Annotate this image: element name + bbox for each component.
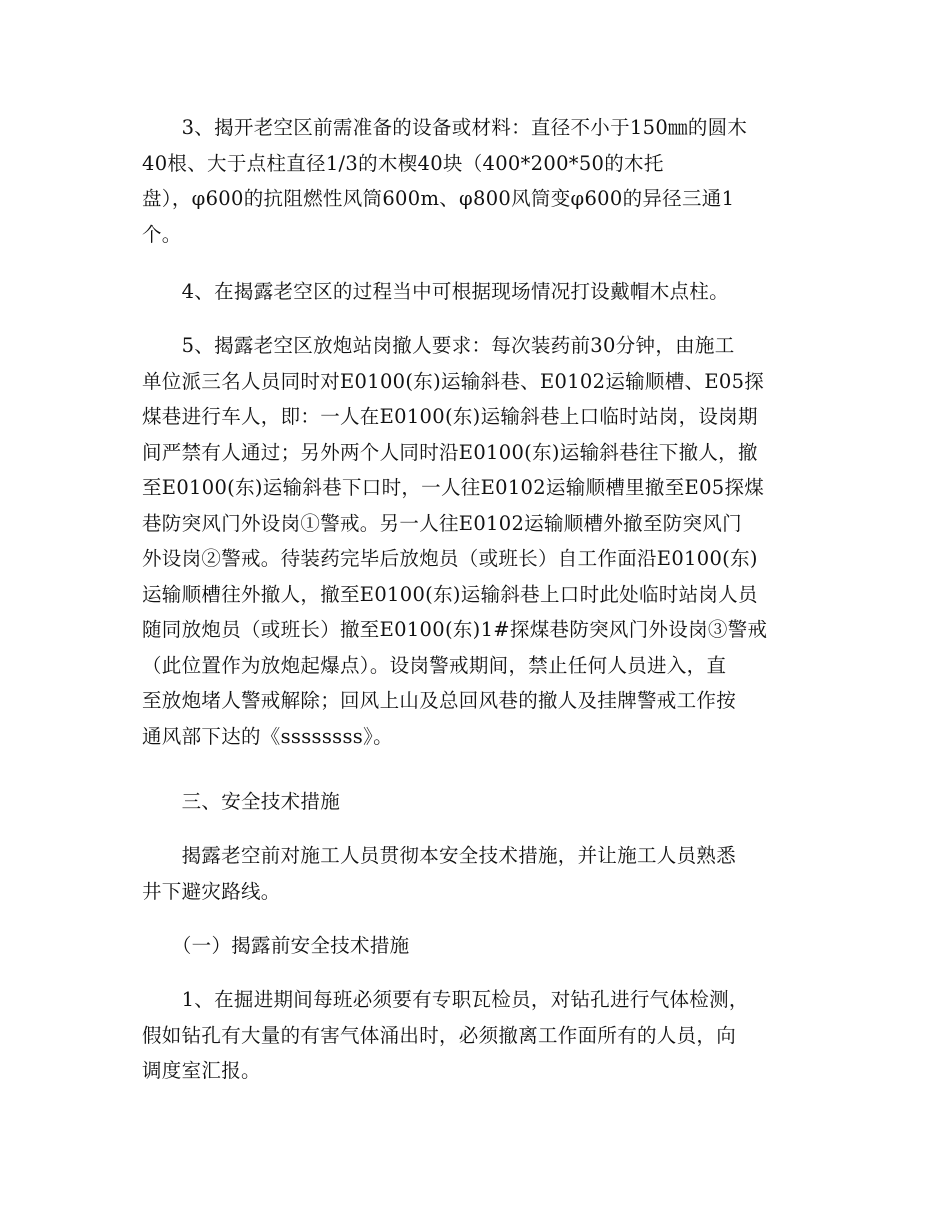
paragraph-gas-inspection	[142, 982, 814, 1089]
text-line: 至放炮堵人警戒解除；回风上山及总回风巷的撤人及挂牌警戒工作按	[142, 689, 737, 712]
text-line: 通风部下达的《ssssssss》。	[142, 724, 393, 748]
text-line: （一）揭露前安全技术措施	[142, 934, 410, 957]
text-line: 井下避灾路线。	[142, 879, 281, 903]
paragraph-equipment-materials	[142, 110, 814, 252]
text-line: 至E0100(东)运输斜巷下口时，一人往E0102运输顺槽里撤至E05探煤	[142, 476, 765, 499]
text-line: 1、在掘进期间每班必须要有专职瓦检员，对钻孔进行气体检测，	[142, 988, 749, 1011]
text-line: 随同放炮员（或班长）撤至E0100(东)1#探煤巷防突风门外设岗③警戒	[142, 618, 768, 641]
paragraph-safety-intro	[142, 838, 814, 909]
section-heading-safety-measures	[142, 784, 814, 820]
text-line: 盘），φ600的抗阻燃性风筒600m、φ800风筒变φ600的异径三通1	[142, 187, 735, 210]
text-line: 间严禁有人通过；另外两个人同时沿E0100(东)运输斜巷往下撤人，撤	[142, 440, 758, 464]
text-line: 巷防突风门外设岗①警戒。另一人往E0102运输顺槽外撤至防突风门	[142, 511, 742, 535]
text-line: 运输顺槽往外撤人，撤至E0100(东)运输斜巷上口时此处临时站岗人员	[142, 582, 758, 606]
text-line: 三、安全技术措施	[142, 790, 341, 813]
text-line: 单位派三名人员同时对E0100(东)运输斜巷、E0102运输顺槽、E05探	[142, 369, 765, 393]
text-line: 外设岗②警戒。待装药完毕后放炮员（或班长）自工作面沿E0100(东)	[142, 547, 758, 570]
text-line: 3、揭开老空区前需准备的设备或材料：直径不小于150㎜的圆木	[142, 116, 748, 139]
subsection-heading-pre-exposure	[142, 928, 814, 964]
text-line: 个。	[142, 222, 182, 246]
text-line: 4、在揭露老空区的过程当中可根据现场情况打设戴帽木点柱。	[142, 280, 729, 303]
text-line: 揭露老空前对施工人员贯彻本安全技术措施，并让施工人员熟悉	[142, 844, 737, 867]
text-line: （此位置作为放炮起爆点）。设岗警戒期间，禁止任何人员进入，直	[142, 653, 727, 677]
paragraph-wooden-props	[142, 274, 814, 310]
text-line: 调度室汇报。	[142, 1059, 261, 1082]
text-line: 煤巷进行车人，即：一人在E0100(东)运输斜巷上口临时站岗，设岗期	[142, 405, 758, 428]
text-line: 40根、大于点柱直径1/3的木楔40块（400*200*50的木托	[142, 151, 664, 175]
text-line: 5、揭露老空区放炮站岗撤人要求：每次装药前30分钟，由施工	[142, 334, 735, 357]
text-line: 假如钻孔有大量的有害气体涌出时，必须撤离工作面所有的人员，向	[142, 1023, 737, 1047]
paragraph-blasting-evacuation	[142, 328, 814, 754]
